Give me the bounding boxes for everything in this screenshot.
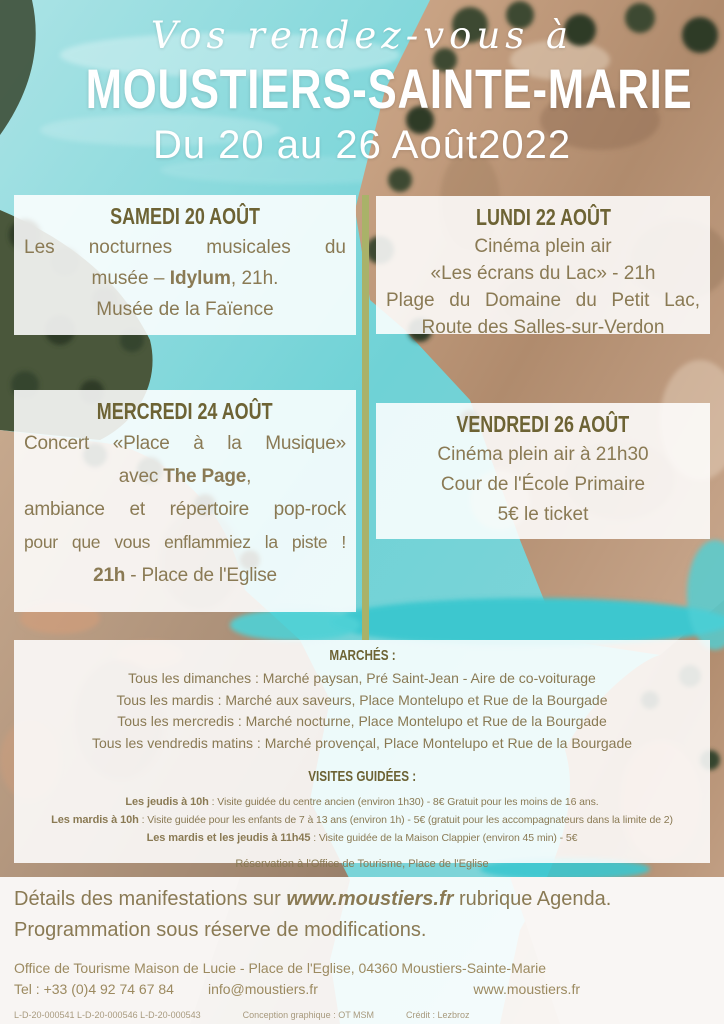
marches-list	[26, 668, 698, 754]
email-link[interactable]: info@moustiers.fr	[207, 981, 318, 997]
poster-header	[0, 0, 724, 168]
office-address: Office de Tourisme Maison de Lucie - Place de l'Eglise, 04360 Moustiers-Sainte-Marie	[14, 960, 547, 976]
photo-credit: Crédit : Lezbroz	[406, 1010, 470, 1020]
marche-line: Tous les mardis : Marché aux saveurs, Place Montelupo et Rue de la Bourgade	[116, 691, 608, 708]
event-line: 21h - Place de l'Eglise	[93, 565, 277, 587]
moustiers-website-link[interactable]: www.moustiers.fr	[286, 888, 454, 910]
license-codes: L-D-20-000541 L-D-20-000546 L-D-20-000543	[14, 1010, 201, 1020]
reservation-note: Réservation à l'Office de Tourisme, Place de l'Eglise	[235, 858, 489, 871]
marche-line: Tous les dimanches : Marché paysan, Pré Saint-Jean - Aire de co-voiturage	[128, 670, 596, 687]
event-line: avec The Page,	[118, 466, 252, 488]
event-title: LUNDI 22 AOÛT	[475, 204, 611, 230]
footer-panel	[0, 877, 724, 1024]
visites-heading: VISITES GUIDÉES :	[308, 768, 416, 786]
event-line: Cinéma plein air à 21h30	[437, 444, 649, 466]
visites-list	[26, 793, 698, 847]
event-line: musée – Idylum, 21h.	[91, 268, 279, 290]
website-link[interactable]: www.moustiers.fr	[473, 981, 580, 997]
legal-row	[14, 1010, 710, 1020]
phone-number: Tel : +33 (0)4 92 74 67 84	[14, 981, 174, 997]
event-line: «Les écrans du Lac» - 21h	[430, 263, 656, 285]
event-line: Les nocturnes musicales du	[24, 237, 346, 259]
column-divider-bar	[362, 195, 369, 640]
contact-row	[14, 981, 710, 997]
event-line: ambiance et répertoire pop-rock	[24, 499, 346, 521]
event-line: Concert «Place à la Musique»	[24, 433, 346, 455]
marches-heading: MARCHÉS :	[328, 647, 396, 664]
event-line: 5€ le ticket	[497, 504, 589, 526]
event-card-vendredi	[376, 403, 710, 539]
event-title: MERCREDI 24 AOÛT	[97, 398, 273, 424]
event-line: Cinéma plein air	[474, 236, 612, 258]
event-card-samedi	[14, 195, 356, 335]
event-title: VENDREDI 26 AOÛT	[456, 411, 630, 437]
event-title: SAMEDI 20 AOÛT	[110, 203, 260, 229]
info-panel	[14, 640, 710, 871]
visite-line: Les mardis à 10h : Visite guidée pour les enfants de 7 à 13 ans (environ 1h) - 5€ (gratuit pour les accompagnateurs dans la limite de 2)	[51, 814, 673, 827]
event-card-lundi	[376, 196, 710, 339]
town-title: MOUSTIERS-SAINTE-MARIE	[85, 57, 693, 120]
event-line: Cour de l'École Primaire	[440, 474, 646, 496]
visite-line: Les mardis et les jeudis à 11h45 : Visite guidée de la Maison Clappier (environ 45 min) - 5€	[146, 832, 578, 845]
event-card-mercredi	[14, 390, 356, 612]
design-credit: Conception graphique : OT MSM	[242, 1010, 375, 1020]
marche-line: Tous les vendredis matins : Marché provençal, Place Montelupo et Rue de la Bourgade	[91, 734, 633, 751]
marche-line: Tous les mercredis : Marché nocturne, Place Montelupo et Rue de la Bourgade	[117, 713, 607, 730]
tagline-script: Vos rendez-vous à	[150, 14, 574, 57]
visite-line: Les jeudis à 10h : Visite guidée du centre ancien (environ 1h30) - 8€ Gratuit pour les moins de 16 ans.	[125, 796, 599, 809]
event-line: Route des Salles-sur-Verdon	[421, 317, 665, 339]
event-line: pour que vous enflammiez la piste !	[24, 532, 346, 553]
programmation-line: Programmation sous réserve de modifications.	[14, 919, 427, 941]
event-line: Plage du Domaine du Petit Lac,	[386, 290, 700, 312]
details-line: Détails des manifestations sur www.moustiers.fr rubrique Agenda.	[14, 888, 612, 910]
event-line: Musée de la Faïence	[96, 299, 274, 321]
date-range: Du 20 au 26 Août2022	[152, 123, 572, 167]
